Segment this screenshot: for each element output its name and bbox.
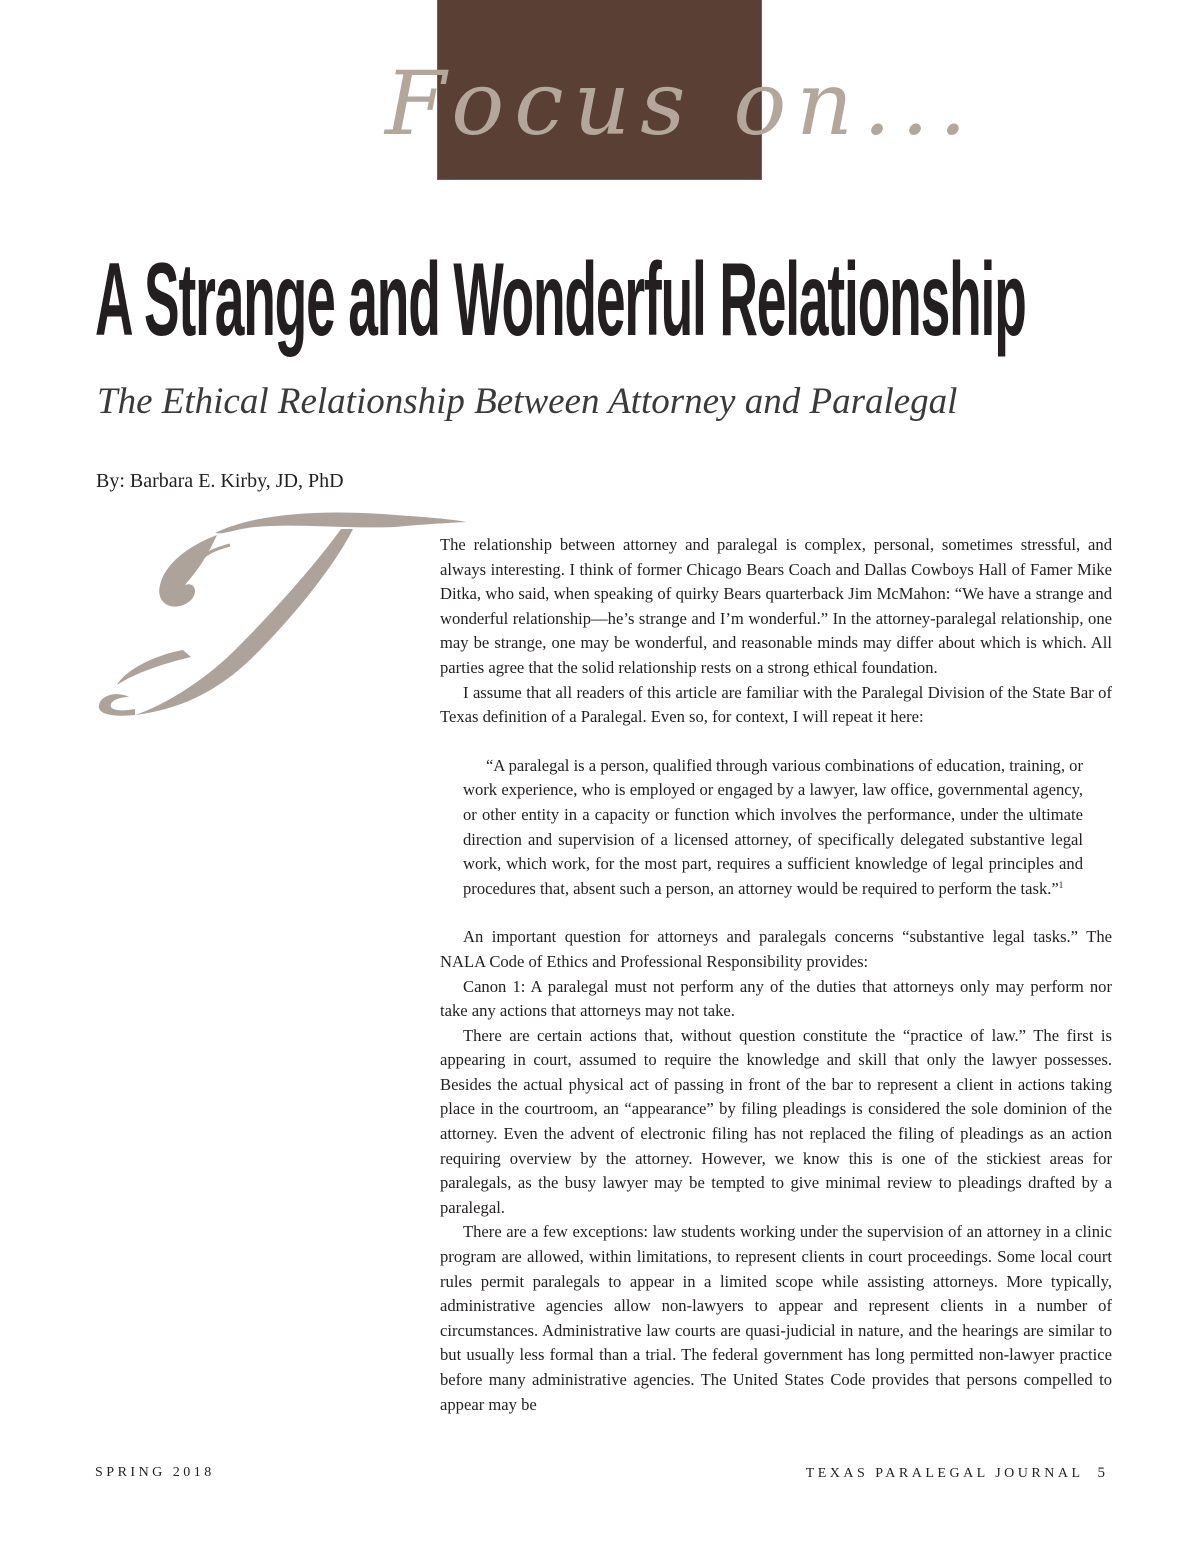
- drop-cap-t-icon: [95, 505, 475, 730]
- footnote-marker: 1: [1058, 879, 1064, 890]
- article-title: A Strange and Wonderful Relationship: [95, 242, 1026, 358]
- byline: By: Barbara E. Kirby, JD, PhD: [96, 470, 344, 492]
- page-number: 5: [1097, 1465, 1105, 1481]
- block-quote-body: “A paralegal is a person, qualified through various combinations of education, training, or work experience, who is employed or engaged by a lawyer, law office, governmental agency, or other entity in a capacity or function which involves the performance, under the ultimate direction and supervision of a licensed attorney, of specifically delegated substantive legal work, which work, for the most part, requires a sufficient knowledge of legal principles and procedures that, absent such a person, an attorney would be required to perform the task.”: [463, 755, 1083, 898]
- paragraph-practice-of-law: There are certain actions that, without question constitute the “practice of law.” The first is appearing in court, assumed to require the knowledge and skill that only the lawyer possesses. Besides the actual physical act of passing in front of the bar to represent a client in actions taking place in the courtroom, an “appearance” by filing pleadings is considered the sole dominion of the attorney. Even the advent of electronic filing has not replaced the filing of pleadings as an action requiring overview by the attorney. However, we know this is one of the stickiest areas for paralegals, as the busy lawyer may be tempted to give minimal review to pleadings drafted by a paralegal.: [440, 1025, 1112, 1217]
- footer-issue: SPRING 2018: [95, 1465, 215, 1480]
- footer-publication: [806, 1465, 1105, 1482]
- paragraph-substantive: An important question for attorneys and paralegals concerns “substantive legal tasks.” The NALA Code of Ethics and Professional Responsibility provides:: [440, 927, 1112, 971]
- paragraph-exceptions: There are a few exceptions: law students working under the supervision of an attorney in a clinic program are allowed, within limitations, to represent clients in court proceedings. Some local court rules permit paralegals to appear in a limited scope while assisting attorneys. More typically, administrative agencies allow non-lawyers to appear and represent clients in a number of circumstances. Administrative law courts are quasi-judicial in nature, and the hearings are similar to but usually less formal than a trial. The federal government has long permitted non-lawyer practice before many administrative agencies. The United States Code provides that persons compelled to appear may be: [440, 1222, 1112, 1414]
- paragraph-intro: [440, 533, 1112, 681]
- focus-on-label: Focus on...: [385, 52, 977, 155]
- footer-publication-name: TEXAS PARALEGAL JOURNAL: [805, 1466, 1084, 1481]
- block-quote: [463, 754, 1083, 902]
- article-body: [440, 533, 1112, 1417]
- paragraph-definition-intro: I assume that all readers of this article are familiar with the Paralegal Division of the State Bar of Texas definition of a Paralegal. Even so, for context, I will repeat it here:: [440, 682, 1112, 727]
- paragraph-intro-text: The relationship between attorney and paralegal is complex, personal, sometimes stressful, and always interesting. I think of former Chicago Bears Coach and Dallas Cowboys Hall of Famer Mike Ditka, who said, when speaking of quirky Bears quarterback Jim McMahon: “We have a strange and wonderful relationship—he’s strange and I’m wonderful.” In the attorney-paralegal relationship, one may be strange, one may be wonderful, and reasonable minds may differ about which is which. All parties agree that the solid relationship rests on a strong ethical foundation.: [440, 535, 1112, 677]
- article-subtitle: The Ethical Relationship Between Attorney and Paralegal: [97, 381, 958, 422]
- paragraph-canon: Canon 1: A paralegal must not perform any of the duties that attorneys only may perform nor take any actions that attorneys may not take.: [440, 976, 1112, 1021]
- block-quote-text: [463, 754, 1083, 902]
